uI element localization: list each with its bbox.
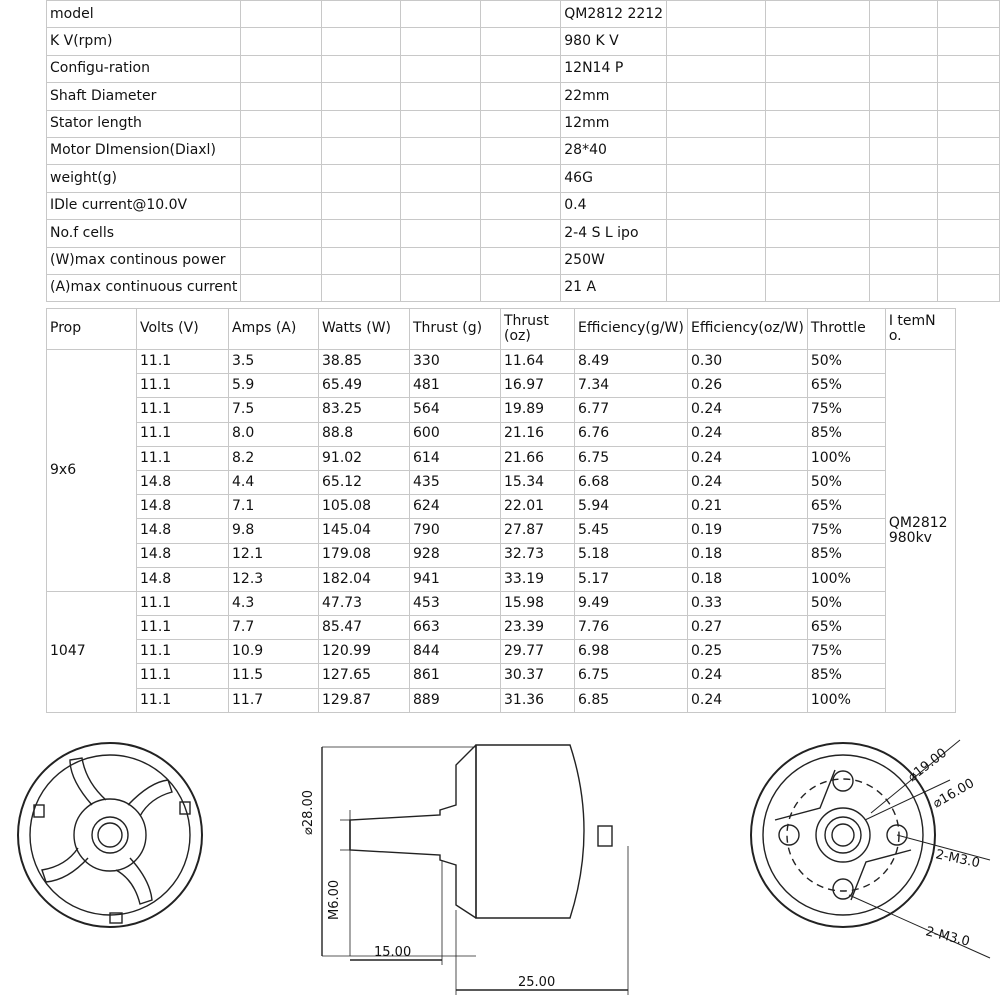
data-cell: 0.24 [688, 664, 808, 688]
spec-empty-cell [241, 165, 322, 192]
data-cell: 27.87 [501, 519, 575, 543]
data-cell: 30.37 [501, 664, 575, 688]
spec-empty-cell [869, 137, 938, 164]
spec-empty-cell [481, 137, 561, 164]
data-cell: 83.25 [319, 398, 410, 422]
spec-empty-cell [401, 192, 481, 219]
data-cell: 790 [410, 519, 501, 543]
data-cell: 75% [807, 519, 885, 543]
data-cell: 145.04 [319, 519, 410, 543]
data-cell: 11.1 [137, 664, 229, 688]
column-header: Amps (A) [229, 309, 319, 350]
data-cell: 0.24 [688, 398, 808, 422]
data-cell: 11.1 [137, 640, 229, 664]
dim-outer-circle: ⌀19.00 [905, 745, 950, 786]
spec-empty-cell [766, 28, 869, 55]
spec-empty-cell [938, 220, 1000, 247]
data-cell: 6.76 [575, 422, 688, 446]
spec-empty-cell [481, 83, 561, 110]
dim-body-diameter: ⌀28.00 [301, 789, 316, 835]
data-cell: 0.24 [688, 470, 808, 494]
spec-empty-cell [869, 220, 938, 247]
data-cell: 22.01 [501, 495, 575, 519]
spec-empty-cell [481, 165, 561, 192]
spec-empty-cell [241, 137, 322, 164]
spec-empty-cell [938, 247, 1000, 274]
side-view [322, 745, 628, 995]
data-cell: 600 [410, 422, 501, 446]
data-cell: 85.47 [319, 616, 410, 640]
data-cell: 7.7 [229, 616, 319, 640]
spec-value: QM2812 2212 [561, 1, 667, 28]
table-row [47, 688, 956, 712]
data-cell: 0.33 [688, 591, 808, 615]
data-cell: 120.99 [319, 640, 410, 664]
spec-empty-cell [766, 192, 869, 219]
spec-empty-cell [322, 220, 401, 247]
spec-empty-cell [401, 28, 481, 55]
data-cell: 624 [410, 495, 501, 519]
data-cell: 12.3 [229, 567, 319, 591]
item-number-cell: QM2812 980kv [885, 350, 955, 713]
rear-view [751, 740, 990, 958]
data-cell: 14.8 [137, 495, 229, 519]
spec-empty-cell [241, 192, 322, 219]
spec-empty-cell [869, 247, 938, 274]
data-cell: 8.0 [229, 422, 319, 446]
spec-empty-cell [766, 110, 869, 137]
data-cell: 481 [410, 374, 501, 398]
data-cell: 88.8 [319, 422, 410, 446]
data-cell: 11.1 [137, 446, 229, 470]
spec-empty-cell [766, 220, 869, 247]
data-cell: 11.1 [137, 591, 229, 615]
data-cell: 435 [410, 470, 501, 494]
spec-empty-cell [401, 55, 481, 82]
spec-value: 22mm [561, 83, 667, 110]
spec-empty-cell [322, 137, 401, 164]
spec-row [47, 192, 1000, 219]
prop-cell: 9x6 [47, 350, 137, 592]
data-cell: 33.19 [501, 567, 575, 591]
front-view [18, 743, 202, 927]
dim-screws-bottom: 2-M3.0 [924, 924, 972, 950]
column-header: I temN o. [885, 309, 955, 350]
spec-value: 0.4 [561, 192, 667, 219]
spec-empty-cell [241, 110, 322, 137]
spec-value: 12N14 P [561, 55, 667, 82]
column-header: Thrust (oz) [501, 309, 575, 350]
table-row [47, 495, 956, 519]
data-cell: 85% [807, 422, 885, 446]
spec-empty-cell [938, 137, 1000, 164]
spec-empty-cell [322, 110, 401, 137]
data-cell: 5.17 [575, 567, 688, 591]
data-cell: 861 [410, 664, 501, 688]
data-cell: 453 [410, 591, 501, 615]
data-cell: 0.25 [688, 640, 808, 664]
data-cell: 8.2 [229, 446, 319, 470]
data-cell: 14.8 [137, 470, 229, 494]
data-cell: 19.89 [501, 398, 575, 422]
data-cell: 3.5 [229, 350, 319, 374]
spec-empty-cell [766, 165, 869, 192]
data-cell: 65% [807, 616, 885, 640]
spec-value: 28*40 [561, 137, 667, 164]
spec-empty-cell [322, 1, 401, 28]
table-row [47, 470, 956, 494]
data-cell: 5.45 [575, 519, 688, 543]
data-cell: 6.75 [575, 664, 688, 688]
table-row [47, 616, 956, 640]
spec-empty-cell [322, 165, 401, 192]
data-cell: 12.1 [229, 543, 319, 567]
data-cell: 0.27 [688, 616, 808, 640]
spec-empty-cell [938, 192, 1000, 219]
spec-empty-cell [481, 110, 561, 137]
data-cell: 32.73 [501, 543, 575, 567]
data-cell: 100% [807, 446, 885, 470]
spec-empty-cell [938, 274, 1000, 301]
spec-empty-cell [869, 28, 938, 55]
spec-label: IDle current@10.0V [47, 192, 241, 219]
data-cell: 0.30 [688, 350, 808, 374]
data-cell: 6.75 [575, 446, 688, 470]
dim-screws-top: 2-M3.0 [934, 847, 982, 872]
data-cell: 65% [807, 495, 885, 519]
spec-empty-cell [766, 274, 869, 301]
spec-value: 2-4 S L ipo [561, 220, 667, 247]
data-cell: 100% [807, 688, 885, 712]
spec-empty-cell [401, 1, 481, 28]
data-cell: 0.21 [688, 495, 808, 519]
data-cell: 5.9 [229, 374, 319, 398]
spec-empty-cell [667, 220, 766, 247]
spec-empty-cell [401, 83, 481, 110]
data-cell: 31.36 [501, 688, 575, 712]
motor-drawing [0, 720, 1000, 1000]
spec-empty-cell [938, 110, 1000, 137]
table-row [47, 567, 956, 591]
spec-empty-cell [938, 165, 1000, 192]
data-cell: 6.77 [575, 398, 688, 422]
spec-empty-cell [481, 247, 561, 274]
prop-cell: 1047 [47, 591, 137, 712]
spec-empty-cell [938, 83, 1000, 110]
spec-empty-cell [938, 28, 1000, 55]
spec-empty-cell [667, 247, 766, 274]
table-row [47, 350, 956, 374]
data-cell: 9.49 [575, 591, 688, 615]
table-row [47, 591, 956, 615]
spec-empty-cell [322, 28, 401, 55]
table-row [47, 398, 956, 422]
data-cell: 614 [410, 446, 501, 470]
data-cell: 0.24 [688, 688, 808, 712]
spec-empty-cell [869, 1, 938, 28]
data-cell: 38.85 [319, 350, 410, 374]
spec-value: 46G [561, 165, 667, 192]
data-cell: 50% [807, 470, 885, 494]
spec-label: Stator length [47, 110, 241, 137]
data-cell: 15.98 [501, 591, 575, 615]
spec-empty-cell [401, 220, 481, 247]
data-cell: 105.08 [319, 495, 410, 519]
data-cell: 7.5 [229, 398, 319, 422]
data-cell: 21.66 [501, 446, 575, 470]
spec-empty-cell [241, 55, 322, 82]
spec-empty-cell [322, 55, 401, 82]
performance-table [46, 308, 956, 713]
data-cell: 0.24 [688, 422, 808, 446]
data-cell: 0.19 [688, 519, 808, 543]
data-cell: 9.8 [229, 519, 319, 543]
spec-empty-cell [667, 165, 766, 192]
spec-empty-cell [766, 247, 869, 274]
spec-label: No.f cells [47, 220, 241, 247]
column-header: Efficiency(g/W) [575, 309, 688, 350]
spec-label: K V(rpm) [47, 28, 241, 55]
spec-row [47, 247, 1000, 274]
table-row [47, 640, 956, 664]
data-cell: 6.85 [575, 688, 688, 712]
dim-inner-circle: ⌀16.00 [930, 775, 978, 812]
data-cell: 8.49 [575, 350, 688, 374]
data-cell: 91.02 [319, 446, 410, 470]
data-cell: 0.24 [688, 446, 808, 470]
table-row [47, 422, 956, 446]
spec-empty-cell [322, 83, 401, 110]
data-cell: 11.5 [229, 664, 319, 688]
spec-empty-cell [938, 1, 1000, 28]
spec-row [47, 28, 1000, 55]
spec-empty-cell [481, 192, 561, 219]
spec-empty-cell [481, 220, 561, 247]
data-cell: 75% [807, 640, 885, 664]
data-cell: 11.1 [137, 398, 229, 422]
spec-empty-cell [766, 137, 869, 164]
data-cell: 11.1 [137, 688, 229, 712]
data-cell: 47.73 [319, 591, 410, 615]
spec-row [47, 110, 1000, 137]
data-cell: 14.8 [137, 567, 229, 591]
spec-empty-cell [241, 28, 322, 55]
spec-empty-cell [241, 1, 322, 28]
spec-empty-cell [481, 55, 561, 82]
data-cell: 7.76 [575, 616, 688, 640]
data-cell: 11.1 [137, 374, 229, 398]
spec-row [47, 1, 1000, 28]
spec-row [47, 55, 1000, 82]
data-cell: 50% [807, 350, 885, 374]
spec-empty-cell [667, 55, 766, 82]
header-row [47, 309, 956, 350]
data-cell: 6.98 [575, 640, 688, 664]
data-cell: 889 [410, 688, 501, 712]
table-row [47, 519, 956, 543]
spec-empty-cell [938, 55, 1000, 82]
spec-empty-cell [322, 247, 401, 274]
data-cell: 0.26 [688, 374, 808, 398]
data-cell: 10.9 [229, 640, 319, 664]
data-cell: 564 [410, 398, 501, 422]
spec-value: 12mm [561, 110, 667, 137]
spec-row [47, 274, 1000, 301]
data-cell: 179.08 [319, 543, 410, 567]
column-header: Efficiency(oz/W) [688, 309, 808, 350]
table-row [47, 446, 956, 470]
data-cell: 663 [410, 616, 501, 640]
spec-empty-cell [667, 1, 766, 28]
data-cell: 29.77 [501, 640, 575, 664]
data-cell: 844 [410, 640, 501, 664]
data-cell: 21.16 [501, 422, 575, 446]
spec-row [47, 165, 1000, 192]
data-cell: 5.18 [575, 543, 688, 567]
data-cell: 65.12 [319, 470, 410, 494]
spec-empty-cell [667, 110, 766, 137]
data-cell: 16.97 [501, 374, 575, 398]
spec-row [47, 83, 1000, 110]
column-header: Throttle [807, 309, 885, 350]
data-cell: 129.87 [319, 688, 410, 712]
dim-total-length: 25.00 [518, 975, 556, 990]
spec-empty-cell [869, 83, 938, 110]
data-cell: 11.64 [501, 350, 575, 374]
spec-row [47, 220, 1000, 247]
data-cell: 85% [807, 543, 885, 567]
spec-empty-cell [766, 55, 869, 82]
data-cell: 11.1 [137, 616, 229, 640]
spec-empty-cell [401, 274, 481, 301]
data-cell: 7.34 [575, 374, 688, 398]
spec-row [47, 137, 1000, 164]
column-header: Prop [47, 309, 137, 350]
spec-empty-cell [481, 1, 561, 28]
dim-shaft-diameter: M6.00 [327, 879, 342, 920]
data-cell: 50% [807, 591, 885, 615]
dim-shaft-length: 15.00 [374, 945, 412, 960]
spec-label: Shaft Diameter [47, 83, 241, 110]
spec-empty-cell [241, 247, 322, 274]
data-cell: 23.39 [501, 616, 575, 640]
spec-empty-cell [667, 274, 766, 301]
data-cell: 6.68 [575, 470, 688, 494]
data-cell: 0.18 [688, 543, 808, 567]
data-cell: 5.94 [575, 495, 688, 519]
spec-value: 21 A [561, 274, 667, 301]
spec-empty-cell [667, 192, 766, 219]
spec-label: (A)max continuous current [47, 274, 241, 301]
spec-empty-cell [241, 83, 322, 110]
spec-empty-cell [401, 137, 481, 164]
column-header: Watts (W) [319, 309, 410, 350]
spec-empty-cell [869, 274, 938, 301]
spec-empty-cell [869, 55, 938, 82]
data-cell: 65% [807, 374, 885, 398]
data-cell: 14.8 [137, 519, 229, 543]
data-cell: 941 [410, 567, 501, 591]
data-cell: 11.7 [229, 688, 319, 712]
data-cell: 100% [807, 567, 885, 591]
spec-empty-cell [322, 274, 401, 301]
spec-value: 980 K V [561, 28, 667, 55]
spec-label: model [47, 1, 241, 28]
data-cell: 0.18 [688, 567, 808, 591]
data-cell: 182.04 [319, 567, 410, 591]
spec-empty-cell [869, 192, 938, 219]
spec-empty-cell [401, 247, 481, 274]
data-cell: 14.8 [137, 543, 229, 567]
data-cell: 4.3 [229, 591, 319, 615]
table-row [47, 664, 956, 688]
spec-table [46, 0, 1000, 302]
data-cell: 11.1 [137, 350, 229, 374]
spec-label: Configu-ration [47, 55, 241, 82]
spec-empty-cell [766, 83, 869, 110]
data-cell: 4.4 [229, 470, 319, 494]
data-cell: 75% [807, 398, 885, 422]
data-cell: 15.34 [501, 470, 575, 494]
spec-empty-cell [667, 137, 766, 164]
spec-empty-cell [401, 110, 481, 137]
spec-empty-cell [869, 165, 938, 192]
spec-empty-cell [766, 1, 869, 28]
spec-empty-cell [241, 274, 322, 301]
spec-label: weight(g) [47, 165, 241, 192]
spec-empty-cell [322, 192, 401, 219]
spec-empty-cell [667, 28, 766, 55]
table-row [47, 543, 956, 567]
column-header: Volts (V) [137, 309, 229, 350]
data-cell: 85% [807, 664, 885, 688]
spec-empty-cell [481, 274, 561, 301]
table-row [47, 374, 956, 398]
spec-empty-cell [241, 220, 322, 247]
data-cell: 928 [410, 543, 501, 567]
data-cell: 127.65 [319, 664, 410, 688]
data-cell: 11.1 [137, 422, 229, 446]
data-cell: 65.49 [319, 374, 410, 398]
column-header: Thrust (g) [410, 309, 501, 350]
spec-value: 250W [561, 247, 667, 274]
spec-label: (W)max continous power [47, 247, 241, 274]
spec-label: Motor DImension(Diaxl) [47, 137, 241, 164]
spec-empty-cell [481, 28, 561, 55]
spec-empty-cell [869, 110, 938, 137]
data-cell: 330 [410, 350, 501, 374]
data-cell: 7.1 [229, 495, 319, 519]
spec-empty-cell [667, 83, 766, 110]
spec-empty-cell [401, 165, 481, 192]
